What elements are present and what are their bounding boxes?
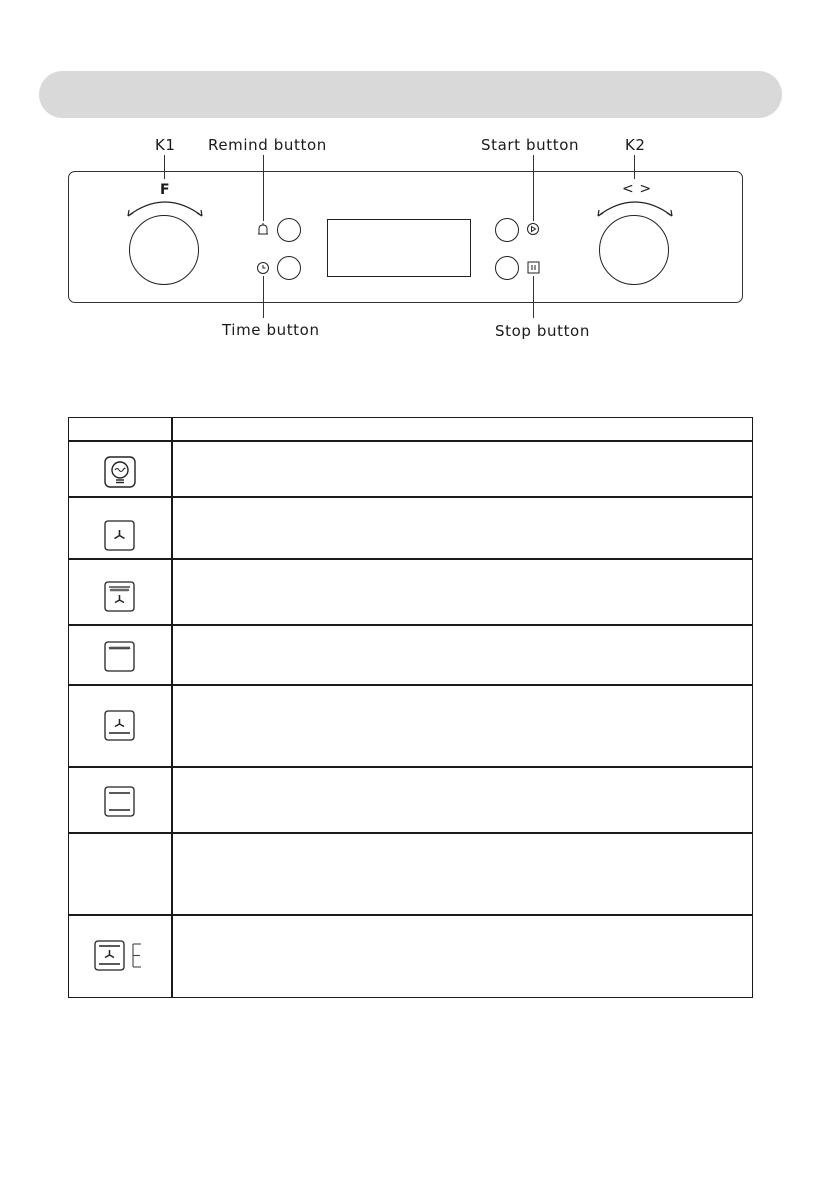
table-header-divider — [69, 440, 752, 442]
function-table — [68, 417, 753, 998]
clock-icon — [256, 261, 270, 275]
top-grill-icon — [104, 641, 135, 672]
start-button[interactable] — [495, 218, 519, 242]
knob-k2[interactable] — [599, 215, 669, 285]
time-button-label: Time button — [222, 321, 320, 339]
remind-button-label: Remind button — [208, 136, 327, 154]
remind-bell-icon — [256, 222, 270, 238]
table-row-divider — [69, 496, 752, 498]
table-row-divider — [69, 684, 752, 686]
table-column-divider — [171, 418, 173, 997]
knob-k1[interactable] — [129, 215, 199, 285]
fan-bottom-heat-icon — [104, 710, 135, 741]
top-bottom-heat-icon — [104, 786, 135, 817]
remind-button[interactable] — [277, 218, 301, 242]
pause-icon — [527, 261, 540, 274]
knob-left-letter: F — [160, 182, 171, 198]
table-row-divider — [69, 558, 752, 560]
table-row-divider — [69, 832, 752, 834]
stop-button[interactable] — [495, 256, 519, 280]
display-screen — [327, 219, 471, 277]
stop-button-label: Stop button — [495, 322, 590, 340]
time-button[interactable] — [277, 256, 301, 280]
k1-label: K1 — [155, 136, 176, 154]
header-bar — [39, 71, 782, 118]
fan-icon — [104, 520, 135, 551]
start-button-label: Start button — [481, 136, 580, 154]
play-icon — [526, 222, 540, 236]
table-row-divider — [69, 624, 752, 626]
table-row-divider — [69, 766, 752, 768]
fan-top-bottom-heat-icon — [94, 940, 125, 971]
lamp-icon — [104, 456, 136, 488]
table-row-divider — [69, 914, 752, 916]
k2-label: K2 — [625, 136, 646, 154]
knob-right-symbols: < > — [622, 181, 652, 197]
top-grill-fan-icon — [104, 581, 135, 612]
eco-e-segment-icon — [131, 942, 143, 969]
